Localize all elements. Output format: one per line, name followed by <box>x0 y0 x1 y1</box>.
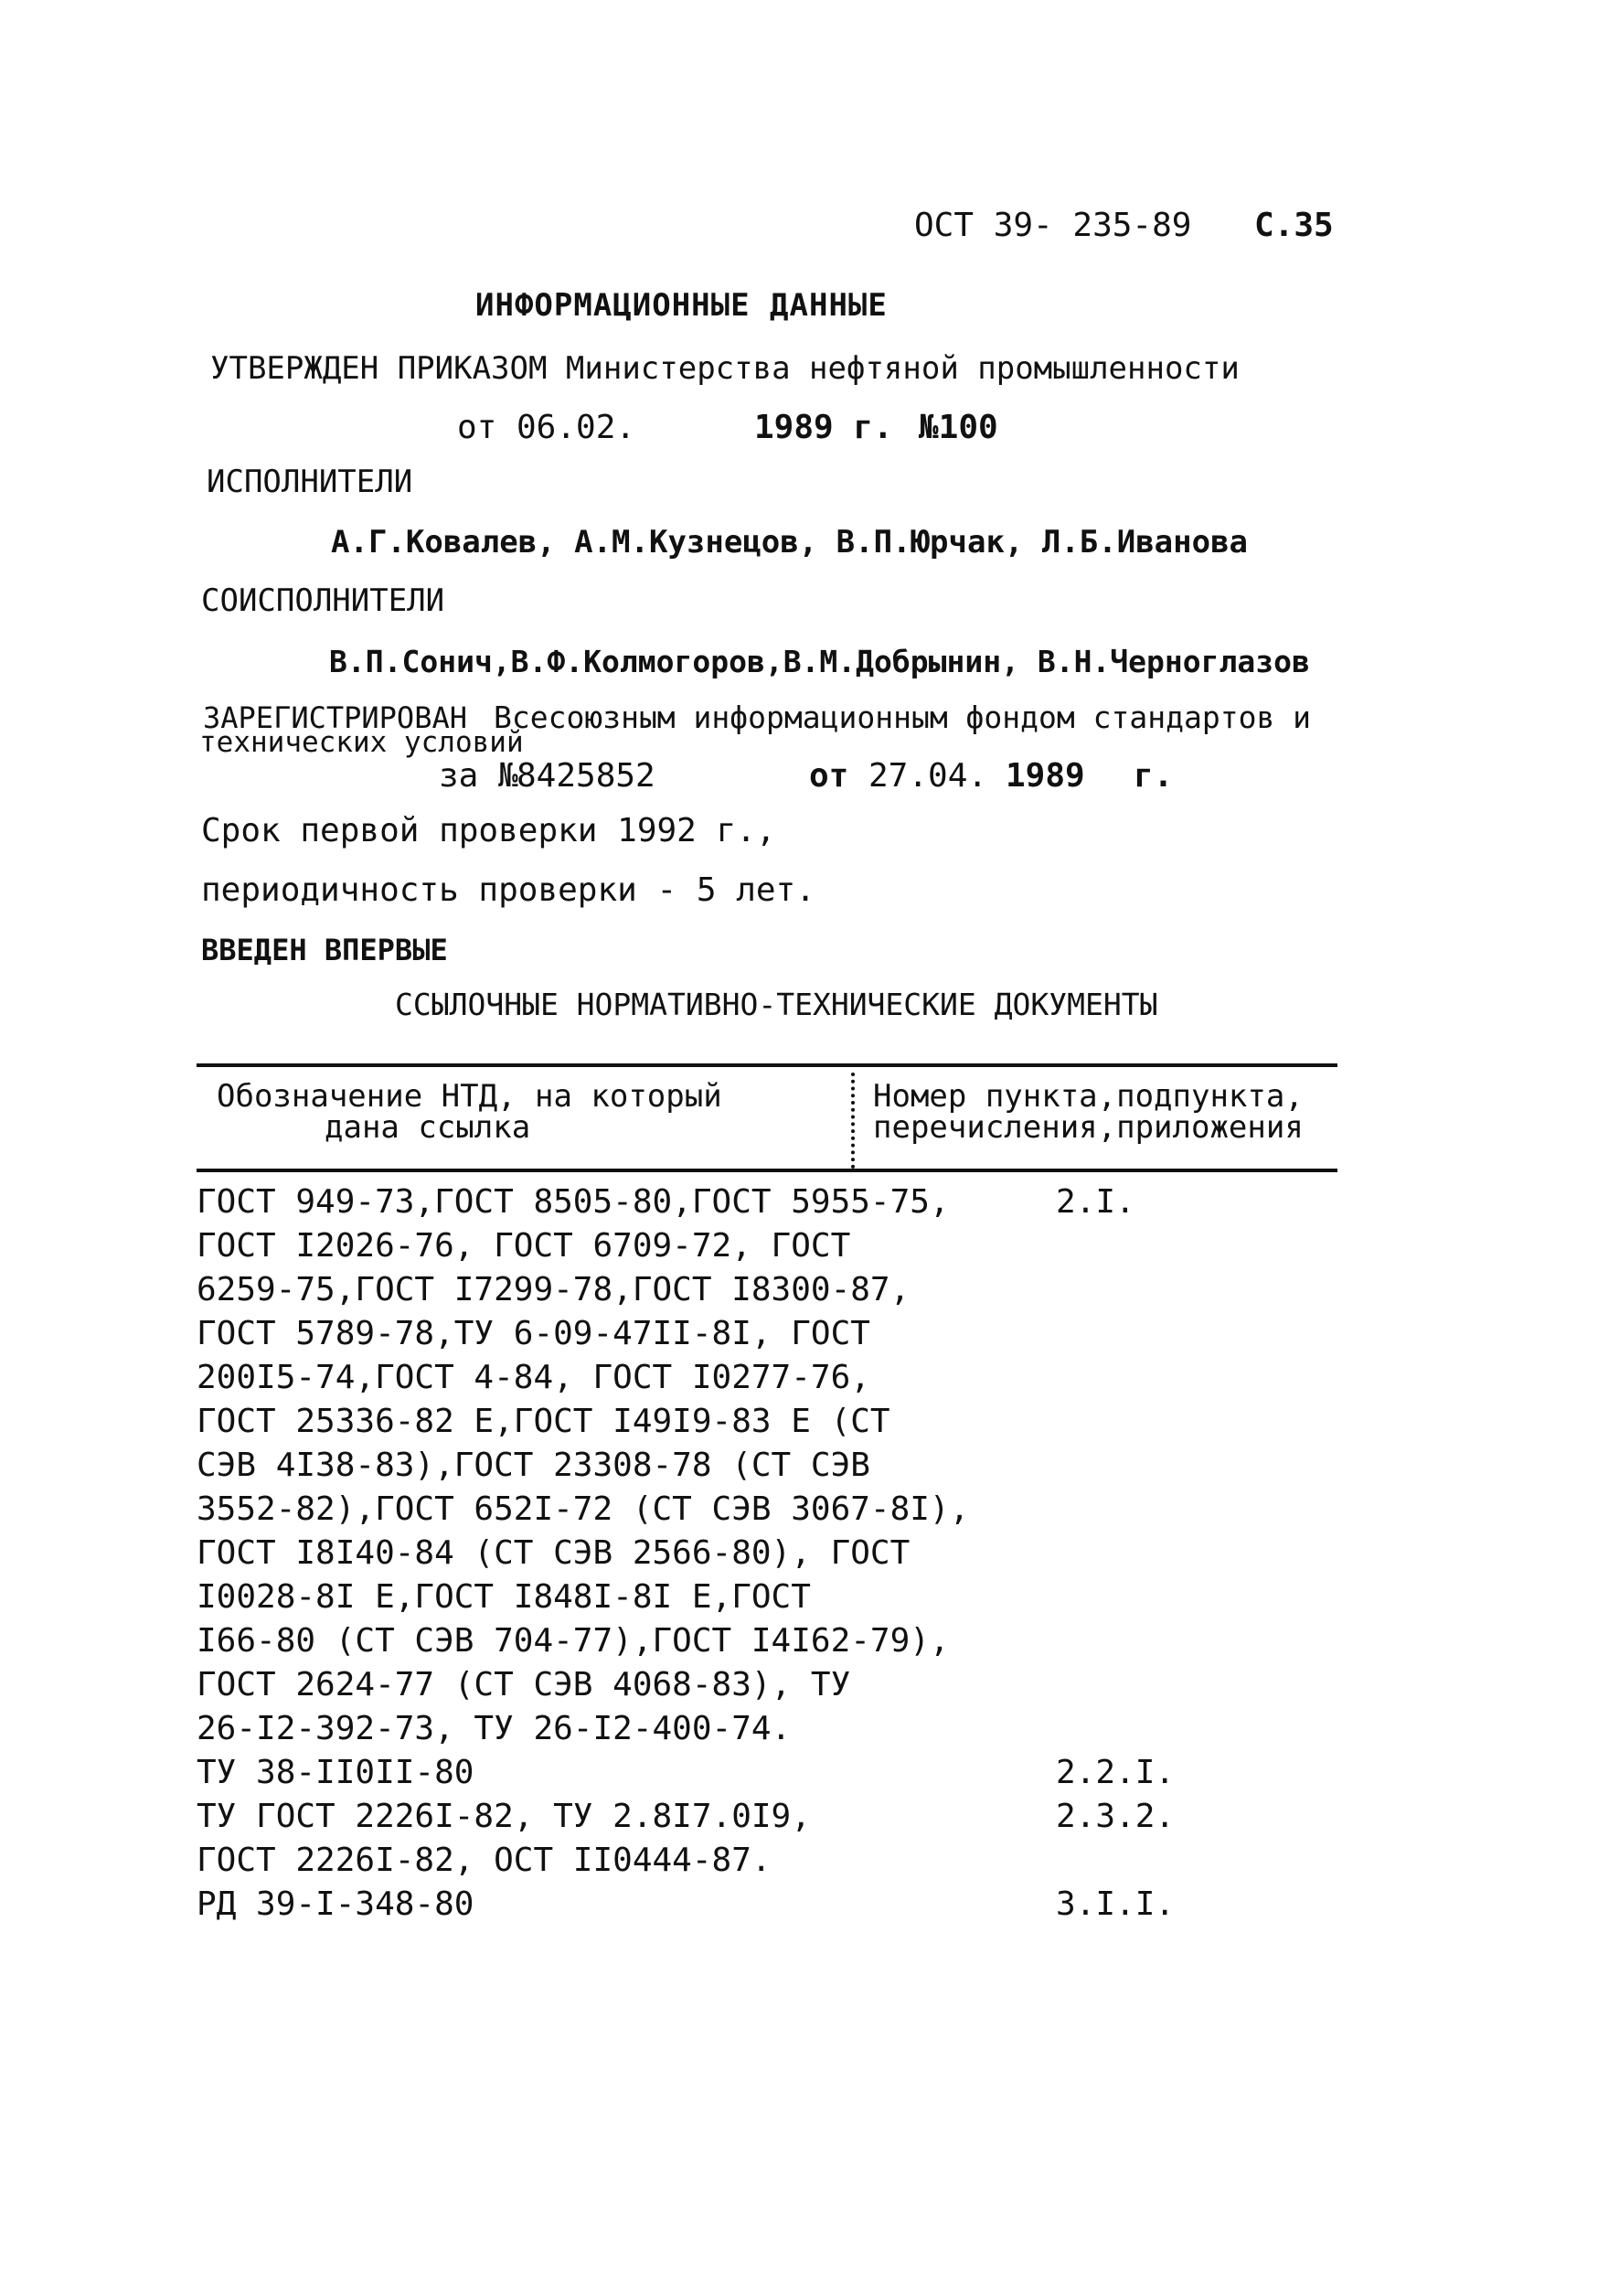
row-item: 2.3.2. <box>1056 1798 1176 1835</box>
row-doc: I0028-8I Е,ГОСТ I848I-8I Е,ГОСТ <box>197 1578 811 1616</box>
approved-from-label: от <box>457 409 497 446</box>
info-title: ИНФОРМАЦИОННЫЕ ДАННЫЕ <box>475 287 888 324</box>
row-doc: СЭВ 4I38-83),ГОСТ 23308-78 (СТ СЭВ <box>197 1447 870 1484</box>
row-doc: РД 39-I-348-80 <box>197 1885 474 1923</box>
row-doc: ГОСТ 5789-78,ТУ 6-09-47II-8I, ГОСТ <box>197 1315 870 1352</box>
approved-date: 06.02. <box>517 409 636 446</box>
table-row <box>197 1312 1337 1356</box>
row-doc: 200I5-74,ГОСТ 4-84, ГОСТ I0277-76, <box>197 1359 870 1396</box>
row-doc: 3552-82),ГОСТ 652I-72 (СТ СЭВ 3067-8I), <box>197 1490 970 1528</box>
row-doc: ГОСТ 2226I-82, ОСТ II0444-87. <box>197 1842 772 1879</box>
col2-header-line2: перечисления,приложения <box>873 1109 1304 1146</box>
table-row <box>197 1532 1337 1575</box>
first-check: Срок первой проверки 1992 г., <box>201 812 776 849</box>
table-header-rule <box>197 1169 1337 1172</box>
table-row <box>197 1839 1337 1883</box>
executors-label: ИСПОЛНИТЕЛИ <box>207 464 413 500</box>
table-row <box>197 1268 1337 1312</box>
row-item: 2.I. <box>1056 1183 1135 1221</box>
table-row <box>197 1795 1337 1839</box>
refs-title: ССЫЛОЧНЫЕ НОРМАТИВНО-ТЕХНИЧЕСКИЕ ДОКУМЕНТЫ <box>395 987 1158 1022</box>
doc-code: ОСТ 39- 235-89 <box>914 207 1192 244</box>
col1-header-line2: дана ссылка <box>325 1109 531 1146</box>
table-row <box>197 1488 1337 1532</box>
col1-header-line1: Обозначение НТД, на который <box>217 1078 722 1115</box>
registered-year: 1989 <box>1006 757 1085 795</box>
col2-header-line1: Номер пункта,подпункта, <box>873 1078 1304 1115</box>
table-row <box>197 1224 1337 1268</box>
registered-date: 27.04. <box>868 757 988 795</box>
table-rows <box>197 1180 1337 1927</box>
approved-year: 1989 г. <box>754 409 893 446</box>
table-row <box>197 1356 1337 1400</box>
coexecutors-label: СОИСПОЛНИТЕЛИ <box>201 582 445 619</box>
row-doc: 26-I2-392-73, ТУ 26-I2-400-74. <box>197 1710 792 1747</box>
approved-text: УТВЕРЖДЕН ПРИКАЗОМ Министерства нефтяной промышленности <box>210 350 1240 387</box>
row-doc: ГОСТ I8I40-84 (СТ СЭВ 2566-80), ГОСТ <box>197 1534 911 1572</box>
table-row <box>197 1751 1337 1795</box>
registered-line1: Всесоюзным информационным фондом стандартов и <box>494 699 1312 735</box>
row-doc: ГОСТ I2026-76, ГОСТ 6709-72, ГОСТ <box>197 1227 851 1265</box>
row-item: 2.2.I. <box>1056 1754 1176 1791</box>
registered-number-label: за № <box>439 757 518 795</box>
table-row <box>197 1444 1337 1488</box>
executors-names: А.Г.Ковалев, А.М.Кузнецов, В.П.Юрчак, Л.Б.Иванова <box>331 524 1249 561</box>
coexecutors-names: В.П.Сонич,В.Ф.Колмогоров,В.М.Добрынин, В.Н.Черноглазов <box>329 644 1310 679</box>
row-doc: ГОСТ 2624-77 (СТ СЭВ 4068-83), ТУ <box>197 1666 851 1703</box>
row-doc: ТУ 38-II0II-80 <box>197 1754 474 1791</box>
table-row <box>197 1707 1337 1751</box>
page-number: С.35 <box>1254 207 1334 244</box>
table-row <box>197 1883 1337 1927</box>
table-row <box>197 1663 1337 1707</box>
registered-number: 8425852 <box>517 757 655 795</box>
table-row <box>197 1180 1337 1224</box>
registered-year-suffix: г. <box>1134 757 1174 795</box>
table-top-rule <box>197 1063 1337 1067</box>
check-periodicity: периодичность проверки - 5 лет. <box>201 871 815 909</box>
row-doc: 6259-75,ГОСТ I7299-78,ГОСТ I8300-87, <box>197 1271 911 1308</box>
row-doc: I66-80 (СТ СЭВ 704-77),ГОСТ I4I62-79), <box>197 1622 950 1660</box>
registered-line2: технических условий <box>199 726 524 759</box>
registered-label: ЗАРЕГИСТРИРОВАН <box>203 700 467 735</box>
table-row <box>197 1619 1337 1663</box>
row-item: 3.I.I. <box>1056 1885 1176 1923</box>
row-doc: ГОСТ 949-73,ГОСТ 8505-80,ГОСТ 5955-75, <box>197 1183 950 1221</box>
table-row <box>197 1575 1337 1619</box>
row-doc: ГОСТ 25336-82 Е,ГОСТ I49I9-83 Е (СТ <box>197 1403 890 1440</box>
row-doc: ТУ ГОСТ 2226I-82, ТУ 2.8I7.0I9, <box>197 1798 811 1835</box>
header-column-separator <box>851 1073 855 1169</box>
introduced: ВВЕДЕН ВПЕРВЫЕ <box>201 933 448 967</box>
table-row <box>197 1400 1337 1444</box>
approved-number: №100 <box>919 409 998 446</box>
registered-date-label: от <box>809 757 849 795</box>
